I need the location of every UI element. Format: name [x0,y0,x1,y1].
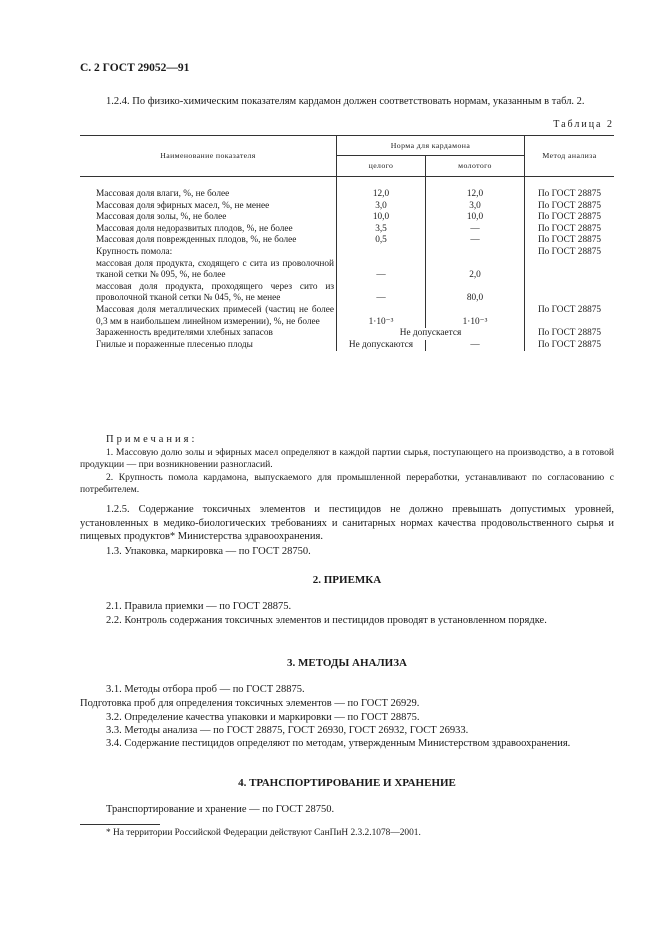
paragraph-1-3: 1.3. Упаковка, маркировка — по ГОСТ 28750. [106,546,311,557]
table-header-name: Наименование показателя [80,136,337,177]
paragraph-2-2: 2.2. Контроль содержания токсичных элементов и пестицидов проводят в установленном порядке. [106,615,547,626]
table-row: Массовая доля золы, %, не более 10,0 10,0 По ГОСТ 28875 [80,212,614,224]
indicators-table [80,135,614,351]
note-1: 1. Массовую долю золы и эфирных масел определяют в каждой партии сырья, поступающего на производство, а в готовой продукции — при возникновении разногласий. [80,446,614,471]
table-row: Зараженность вредителями хлебных запасов Не допускается По ГОСТ 28875 [80,328,614,340]
table-header-whole: целого [337,156,426,177]
table-row: Гнилые и пораженные плесенью плоды Не допускаются — По ГОСТ 28875 [80,340,614,352]
page-header: С. 2 ГОСТ 29052—91 [80,62,190,74]
paragraph-3-1-b: Подготовка проб для определения токсичных элементов — по ГОСТ 26929. [80,698,420,709]
table-header-method: Метод анализа [525,136,615,177]
table-header-norm: Норма для кардамона [337,136,525,156]
paragraph-3-4: 3.4. Содержание пестицидов определяют по методам, утвержденным Министерством здравоохранения. [106,738,571,749]
paragraph-1-2-5: 1.2.5. Содержание токсичных элементов и пестицидов не должно превышать допустимых уровней, установленных в медико-биологических требованиях и санитарных нормах качества продовольственного сырья и пищевых продуктов* Министерства здравоохранения. [80,504,614,543]
paragraph-3-1: 3.1. Методы отбора проб — по ГОСТ 28875. [106,684,305,695]
paragraph-2-1: 2.1. Правила приемки — по ГОСТ 28875. [106,601,292,612]
paragraph-3-3: 3.3. Методы анализа — по ГОСТ 28875, ГОСТ 26930, ГОСТ 26932, ГОСТ 26933. [106,725,469,736]
notes [80,433,614,497]
paragraph-4: Транспортирование и хранение — по ГОСТ 28750. [106,804,335,815]
paragraph-3-2: 3.2. Определение качества упаковки и маркировки — по ГОСТ 28875. [106,712,420,723]
table-row: Массовая доля эфирных масел, %, не менее 3,0 3,0 По ГОСТ 28875 [80,201,614,213]
table-row: Массовая доля влаги, %, не более 12,0 12,0 По ГОСТ 28875 [80,189,614,201]
table-row: Крупность помола: По ГОСТ 28875 [80,247,614,259]
table-row: массовая доля продукта, сходящего с сита из проволочной тканой сетки № 095, %, не более — 2,0 [80,259,614,282]
table-header-ground: молотого [426,156,525,177]
paragraph-1-2-4: 1.2.4. По физико-химическим показателям кардамон должен соответствовать нормам, указанным в табл. 2. [106,96,585,107]
footnote: * На территории Российской Федерации действуют СанПиН 2.3.2.1078—2001. [106,828,421,838]
table-caption: Таблица 2 [553,119,614,130]
section-2-title: 2. ПРИЕМКА [312,574,382,586]
section-4-title: 4. ТРАНСПОРТИРОВАНИЕ И ХРАНЕНИЕ [238,777,456,789]
section-3-title: 3. МЕТОДЫ АНАЛИЗА [287,657,407,669]
table-row: Массовая доля недоразвитых плодов, %, не более 3,5 — По ГОСТ 28875 [80,224,614,236]
footnote-rule [80,824,160,825]
table-row: Массовая доля металлических примесей (частиц не более 0,3 мм в наибольшем линейном измерении), %, не более 1·10⁻³ 1·10⁻³ По ГОСТ 28875 [80,305,614,328]
table-row: Массовая доля поврежденных плодов, %, не более 0,5 — По ГОСТ 28875 [80,235,614,247]
table-row: массовая доля продукта, проходящего через сито из проволочной тканой сетки № 045, %, не менее — 80,0 [80,282,614,305]
notes-title: Примечания: [106,434,198,445]
note-2: 2. Крупность помола кардамона, выпускаемого для промышленной переработки, устанавливают по согласованию с потребителем. [80,471,614,496]
